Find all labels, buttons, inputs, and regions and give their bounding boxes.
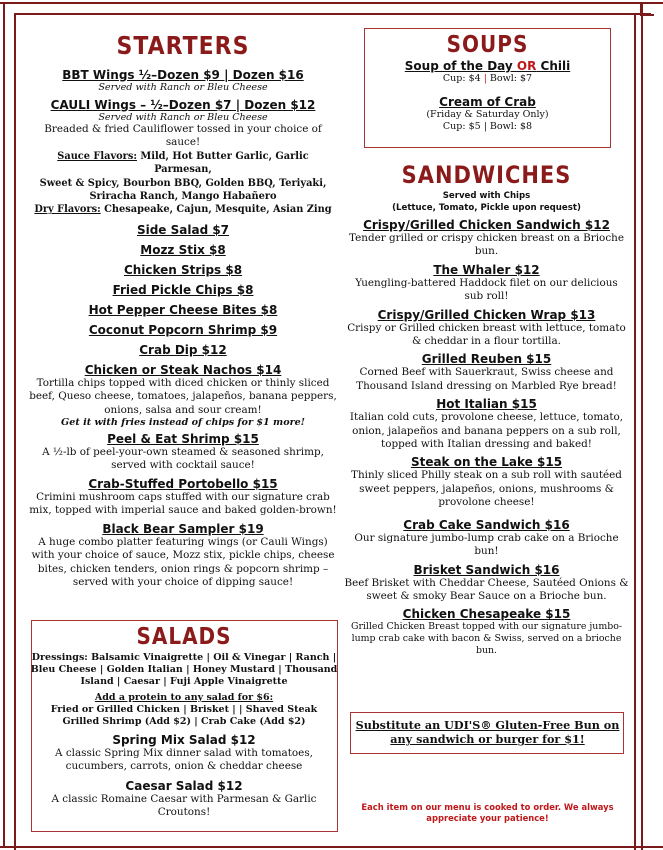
mozz-stix-title: Mozz Stix $8 (140, 242, 226, 257)
soup-day-bar: | (483, 73, 487, 84)
protein-title: Add a protein to any salad for $6: (94, 692, 274, 703)
brisket-desc-2: sweet & smoky Bear Sauce on a Brioche bun. (366, 589, 607, 602)
footer-note (350, 802, 625, 824)
frame-right-line (634, 13, 636, 850)
reuben-desc-1: Corned Beef with Sauerkraut, Swiss cheese and (359, 366, 614, 379)
salads-heading: SALADS (136, 622, 232, 650)
sauce-flavors-line-3: Sriracha Ranch, Mango Habañero (89, 191, 277, 203)
portobello-desc-2: mix, topped with imperial sauce and baked golden-brown! (29, 504, 337, 517)
sampler-desc-3: bites, chicken tenders, onion rings & popcorn shrimp – (37, 562, 329, 575)
side-salad-title: Side Salad $7 (136, 222, 230, 237)
spring-mix-desc-1: A classic Spring Mix dinner salad with tomatoes, (55, 747, 313, 759)
dry-flavors-line (28, 203, 338, 216)
chili-label: Chili (536, 59, 571, 73)
crab-cake-desc-1: Our signature jumbo-lump crab cake on a Brioche (354, 531, 619, 544)
whaler-desc-1: Yuengling-battered Haddock filet on our delicious (355, 276, 618, 289)
sampler-desc-1: A huge combo platter featuring wings (or Cauli Wings) (38, 535, 328, 548)
brisket-desc-1: Beef Brisket with Cheddar Cheese, Sautéed Onions & (344, 576, 629, 589)
footer-line-1: Each item on our menu is cooked to order. We always (361, 802, 614, 812)
italian-desc-2: onion, jalapeños and banana peppers on a sub roll, (352, 424, 621, 437)
soup-day-bowl-price: Bowl: $7 (486, 73, 533, 84)
nachos-note: Get it with fries instead of chips for $1 more! (61, 417, 305, 429)
steak-title: Steak on the Lake $15 (410, 455, 563, 470)
bbt-wings-note: Served with Ranch or Bleu Cheese (98, 82, 268, 93)
sampler-desc-4: served with your choice of dipping sauce! (72, 575, 294, 588)
cauli-wings-note: Served with Ranch or Bleu Cheese (98, 112, 268, 123)
soup-day-cup-price: Cup: $4 (442, 73, 484, 84)
crispy-sandwich-title: Crispy/Grilled Chicken Sandwich $12 (363, 218, 610, 232)
nachos-desc-1: Tortilla chips topped with diced chicken or thinly sliced (36, 376, 330, 389)
soup-of-day-price (364, 73, 611, 85)
wrap-title: Crispy/Grilled Chicken Wrap $13 (377, 307, 596, 322)
coconut-shrimp-title: Coconut Popcorn Shrimp $9 (88, 322, 278, 337)
protein-line-2: Grilled Shrimp (Add $2) | Crab Cake (Add $2) (62, 716, 306, 727)
cream-of-crab-price: Cup: $5 | Bowl: $8 (442, 121, 533, 132)
dry-flavors-text: Chesapeake, Cajun, Mesquite, Asian Zing (100, 204, 332, 216)
cream-of-crab-note: (Friday & Saturday Only) (426, 109, 549, 120)
peel-shrimp-title: Peel & Eat Shrimp $15 (107, 432, 259, 447)
frame-bottom-line (0, 846, 663, 848)
soups-heading: SOUPS (446, 30, 529, 58)
caesar-desc-1: A classic Romaine Caesar with Parmesan & Garlic (51, 792, 317, 805)
steak-desc-2: sweet peppers, jalapeños, onions, mushrooms & (359, 482, 614, 495)
crispy-sandwich-desc-1: Tender grilled or crispy chicken breast on a Brioche (349, 232, 624, 244)
reuben-title: Grilled Reuben $15 (421, 352, 552, 367)
italian-desc-1: Italian cold cuts, provolone cheese, lettuce, tomato, (349, 411, 624, 424)
crab-cake-desc-2: bun! (474, 545, 499, 558)
crab-dip-title: Crab Dip $12 (139, 342, 227, 357)
sauce-flavors-label: Sauce Flavors: (57, 150, 137, 162)
cream-of-crab-title: Cream of Crab (439, 95, 536, 109)
frame-inner-left-line (14, 13, 16, 850)
wrap-desc-2: & cheddar in a flour tortilla. (412, 335, 561, 348)
hot-pepper-title: Hot Pepper Cheese Bites $8 (88, 302, 278, 317)
bbt-wings-title: BBT Wings ½–Dozen $9 | Dozen $16 (62, 68, 304, 82)
chesapeake-desc-3: bun. (475, 645, 498, 657)
protein-line-1: Fried or Grilled Chicken | Brisket | | Shaved Steak (50, 704, 318, 715)
whaler-desc-2: sub roll! (464, 290, 509, 303)
soups-section (364, 32, 611, 133)
sauce-flavors-line-1 (28, 150, 338, 177)
sauce-flavors-line-2: Sweet & Spicy, Bourbon BBQ, Golden BBQ, Teriyaki, (39, 177, 327, 189)
sandwiches-section (344, 163, 629, 657)
spring-mix-desc-2: cucumbers, carrots, onion & cheddar cheese (65, 760, 303, 773)
reuben-desc-2: Thousand Island dressing on Marbled Rye bread! (356, 379, 617, 392)
dressings-line-2: Bleu Cheese | Golden Italian | Honey Mustard | Thousand (30, 664, 338, 675)
nachos-desc-2: beef, Queso cheese, tomatoes, jalapeños, banana peppers, (29, 390, 337, 403)
portobello-desc-1: Crimini mushroom caps stuffed with our signature crab (36, 490, 330, 503)
dressings-label: Dressings: (31, 652, 88, 663)
sandwiches-sub-2: (Lettuce, Tomato, Pickle upon request) (392, 203, 581, 213)
steak-desc-3: provolone cheese! (438, 496, 535, 509)
portobello-title: Crab-Stuffed Portobello $15 (88, 476, 278, 491)
cauli-wings-desc-2: sauce! (165, 136, 201, 149)
caesar-desc-2: Croutons! (157, 806, 211, 819)
whaler-title: The Whaler $12 (433, 262, 540, 277)
sauce-flavors-text-1: Mild, Hot Butter Garlic, Garlic Parmesan, (136, 150, 309, 176)
gluten-free-section (350, 718, 625, 746)
spring-mix-title: Spring Mix Salad $12 (112, 733, 256, 747)
sampler-title: Black Bear Sampler $19 (102, 521, 264, 536)
chesapeake-desc-1: Grilled Chicken Breast topped with our signature jumbo- (350, 621, 623, 633)
soup-of-day-label: Soup of the Day (404, 59, 517, 73)
crispy-sandwich-desc-2: bun. (474, 245, 499, 258)
frame-left-line (3, 2, 5, 848)
frame-corner-mark (640, 2, 654, 16)
starters-heading: STARTERS (116, 32, 250, 61)
sampler-desc-2: with your choice of sauce, Mozz stix, pickle chips, cheese (31, 549, 335, 562)
chicken-strips-title: Chicken Strips $8 (123, 262, 243, 277)
dry-flavors-label: Dry Flavors: (34, 204, 101, 216)
brisket-title: Brisket Sandwich $16 (413, 562, 560, 577)
gluten-free-line-1: Substitute an UDI'S® Gluten-Free Bun on (355, 718, 620, 732)
italian-title: Hot Italian $15 (436, 397, 537, 412)
chesapeake-desc-2: lump crab cake with bacon & Swiss, served on a brioche (351, 633, 622, 645)
steak-desc-1: Thinly sliced Philly steak on a sub roll with sautéed (351, 469, 622, 482)
frame-inner-top-line (14, 13, 651, 15)
dressings-line-3: Island | Caesar | Fuji Apple Vinaigrette (80, 676, 288, 687)
soup-or-text: OR (516, 59, 537, 73)
wrap-desc-1: Crispy or Grilled chicken breast with lettuce, tomato (347, 321, 626, 334)
dressings-line-1 (30, 652, 338, 664)
nachos-desc-3: onions, salsa and sour cream! (104, 403, 262, 416)
cauli-wings-desc-1: Breaded & fried Cauliflower tossed in your choice of (44, 123, 322, 135)
sandwiches-sub-1: Served with Chips (442, 191, 531, 201)
gluten-free-line-2: any sandwich or burger for $1! (390, 732, 585, 746)
nachos-title: Chicken or Steak Nachos $14 (84, 362, 282, 377)
caesar-title: Caesar Salad $12 (125, 778, 243, 793)
peel-shrimp-desc-2: served with cocktail sauce! (111, 459, 255, 472)
crab-cake-title: Crab Cake Sandwich $16 (403, 517, 570, 532)
peel-shrimp-desc-1: A ½-lb of peel-your-own steamed & seasoned shrimp, (42, 446, 324, 459)
soup-of-day-title (364, 59, 611, 73)
dressings-text-1: Balsamic Vinaigrette | Oil & Vinegar | Ranch | (87, 652, 337, 663)
sandwiches-heading: SANDWICHES (401, 161, 572, 189)
salads-section (30, 624, 338, 820)
chesapeake-title: Chicken Chesapeake $15 (402, 607, 571, 622)
frame-top-line (0, 2, 663, 4)
starters-section (28, 34, 338, 589)
cauli-wings-title: CAULI Wings – ½–Dozen $7 | Dozen $12 (50, 98, 316, 112)
fried-pickle-title: Fried Pickle Chips $8 (112, 282, 254, 297)
italian-desc-3: topped with Italian dressing and baked! (381, 438, 592, 451)
frame-right-outer-line (641, 2, 643, 850)
footer-line-2: appreciate your patience! (426, 813, 549, 823)
